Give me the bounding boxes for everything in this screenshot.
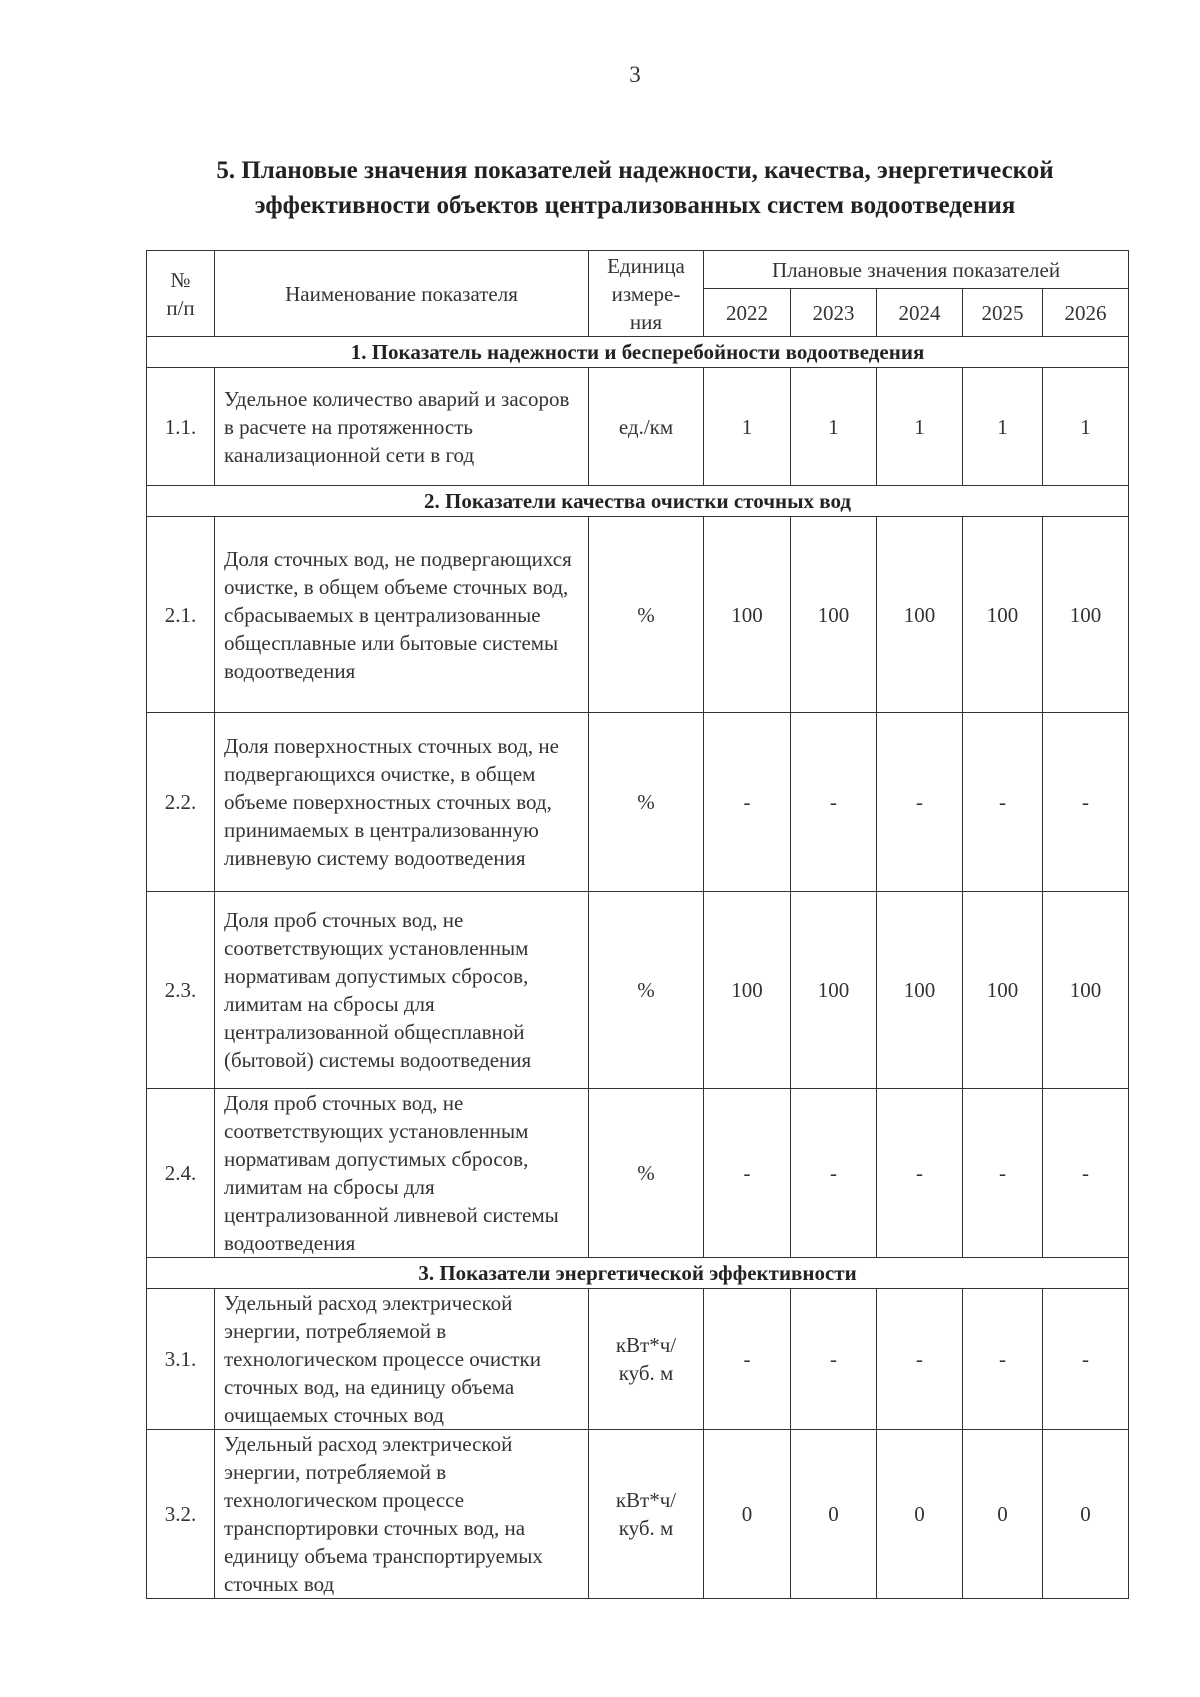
row-value: - (963, 1289, 1043, 1430)
row-value: - (1043, 1289, 1129, 1430)
row-num: 2.4. (147, 1089, 215, 1258)
table-row (147, 1089, 1129, 1258)
header-year: 2023 (791, 289, 877, 337)
row-value: - (877, 1289, 963, 1430)
section-row (147, 1258, 1129, 1289)
row-unit: % (589, 892, 704, 1089)
row-value: 100 (1043, 892, 1129, 1089)
header-num-line-2: п/п (166, 295, 195, 320)
title-line-2: эффективности объектов централизованных систем водоотведения (254, 192, 1016, 219)
row-value: - (704, 1289, 791, 1430)
section-title: 3. Показатели энергетической эффективности (147, 1258, 1129, 1289)
table-row (147, 1430, 1129, 1599)
row-value: 100 (877, 892, 963, 1089)
row-num: 2.1. (147, 517, 215, 713)
title-line-1: 5. Плановые значения показателей надежности, качества, энергетической (216, 157, 1054, 184)
row-value: 100 (963, 892, 1043, 1089)
row-value: - (791, 1289, 877, 1430)
row-value: - (963, 1089, 1043, 1258)
row-value: 1 (791, 368, 877, 486)
row-value: - (877, 713, 963, 892)
row-unit-line-1: кВт*ч/ (615, 1333, 677, 1357)
header-unit-line-3: ния (629, 309, 663, 334)
indicators-table (146, 250, 1129, 1599)
section-row (147, 337, 1129, 368)
row-value: - (963, 713, 1043, 892)
row-name: Доля проб сточных вод, не соответствующих установленным нормативам допустимых сбросов, лимитам на сбросы для централизованной общесплавной (бытовой) системы водоотведения (215, 892, 589, 1089)
header-unit-line-1: Единица (607, 253, 685, 278)
row-name: Доля проб сточных вод, не соответствующих установленным нормативам допустимых сбросов, лимитам на сбросы для централизованной ливневой системы водоотведения (215, 1089, 589, 1258)
document-title (140, 153, 1130, 223)
section-title: 1. Показатель надежности и бесперебойности водоотведения (147, 337, 1129, 368)
row-value: 100 (704, 517, 791, 713)
header-num (147, 251, 215, 337)
row-name: Доля сточных вод, не подвергающихся очистке, в общем объеме сточных вод, сбрасываемых в централизованные общесплавные или бытовые системы водоотведения (215, 517, 589, 713)
header-year: 2022 (704, 289, 791, 337)
table-row (147, 892, 1129, 1089)
row-name: Доля поверхностных сточных вод, не подвергающихся очистке, в общем объеме поверхностных сточных вод, принимаемых в централизованную ливневую систему водоотведения (215, 713, 589, 892)
header-unit (589, 251, 704, 337)
row-value: 100 (791, 517, 877, 713)
row-name: Удельный расход электрической энергии, потребляемой в технологическом процессе очистки сточных вод, на единицу объема очищаемых сточных вод (215, 1289, 589, 1430)
row-value: 0 (963, 1430, 1043, 1599)
section-row (147, 486, 1129, 517)
row-value: - (704, 1089, 791, 1258)
row-num: 3.1. (147, 1289, 215, 1430)
row-unit-line-2: куб. м (618, 1361, 674, 1385)
row-num: 3.2. (147, 1430, 215, 1599)
row-value: 1 (877, 368, 963, 486)
row-value: - (791, 1089, 877, 1258)
row-value: 1 (1043, 368, 1129, 486)
row-unit-line-1: кВт*ч/ (615, 1488, 677, 1512)
row-value: 100 (1043, 517, 1129, 713)
table-row (147, 1289, 1129, 1430)
row-unit: ед./км (589, 368, 704, 486)
table-row (147, 517, 1129, 713)
row-value: 1 (704, 368, 791, 486)
header-num-line-1: № (170, 267, 191, 292)
row-value: 100 (963, 517, 1043, 713)
row-num: 2.3. (147, 892, 215, 1089)
row-num: 2.2. (147, 713, 215, 892)
header-year: 2026 (1043, 289, 1129, 337)
row-value: 1 (963, 368, 1043, 486)
row-value: 0 (1043, 1430, 1129, 1599)
row-unit-line-2: куб. м (618, 1516, 674, 1540)
page-number: 3 (629, 62, 641, 87)
row-value: 100 (791, 892, 877, 1089)
row-unit: % (589, 713, 704, 892)
row-value: 100 (704, 892, 791, 1089)
header-name: Наименование показателя (215, 251, 589, 337)
section-title: 2. Показатели качества очистки сточных вод (147, 486, 1129, 517)
row-value: 0 (704, 1430, 791, 1599)
row-unit (589, 1289, 704, 1430)
row-num: 1.1. (147, 368, 215, 486)
row-unit: % (589, 1089, 704, 1258)
header-row (147, 251, 1129, 289)
header-plan-values: Плановые значения показателей (704, 251, 1129, 289)
table-row (147, 368, 1129, 486)
row-value: 100 (877, 517, 963, 713)
header-year: 2025 (963, 289, 1043, 337)
table-row (147, 713, 1129, 892)
row-value: 0 (791, 1430, 877, 1599)
row-value: - (1043, 713, 1129, 892)
row-name: Удельный расход электрической энергии, потребляемой в технологическом процессе транспортировки сточных вод, на единицу объема транспортируемых сточных вод (215, 1430, 589, 1599)
row-unit: % (589, 517, 704, 713)
header-year: 2024 (877, 289, 963, 337)
header-unit-line-2: измере- (611, 281, 681, 306)
row-name: Удельное количество аварий и засоров в расчете на протяженность канализационной сети в год (215, 368, 589, 486)
row-unit (589, 1430, 704, 1599)
row-value: - (1043, 1089, 1129, 1258)
row-value: - (704, 713, 791, 892)
row-value: - (877, 1089, 963, 1258)
row-value: - (791, 713, 877, 892)
row-value: 0 (877, 1430, 963, 1599)
